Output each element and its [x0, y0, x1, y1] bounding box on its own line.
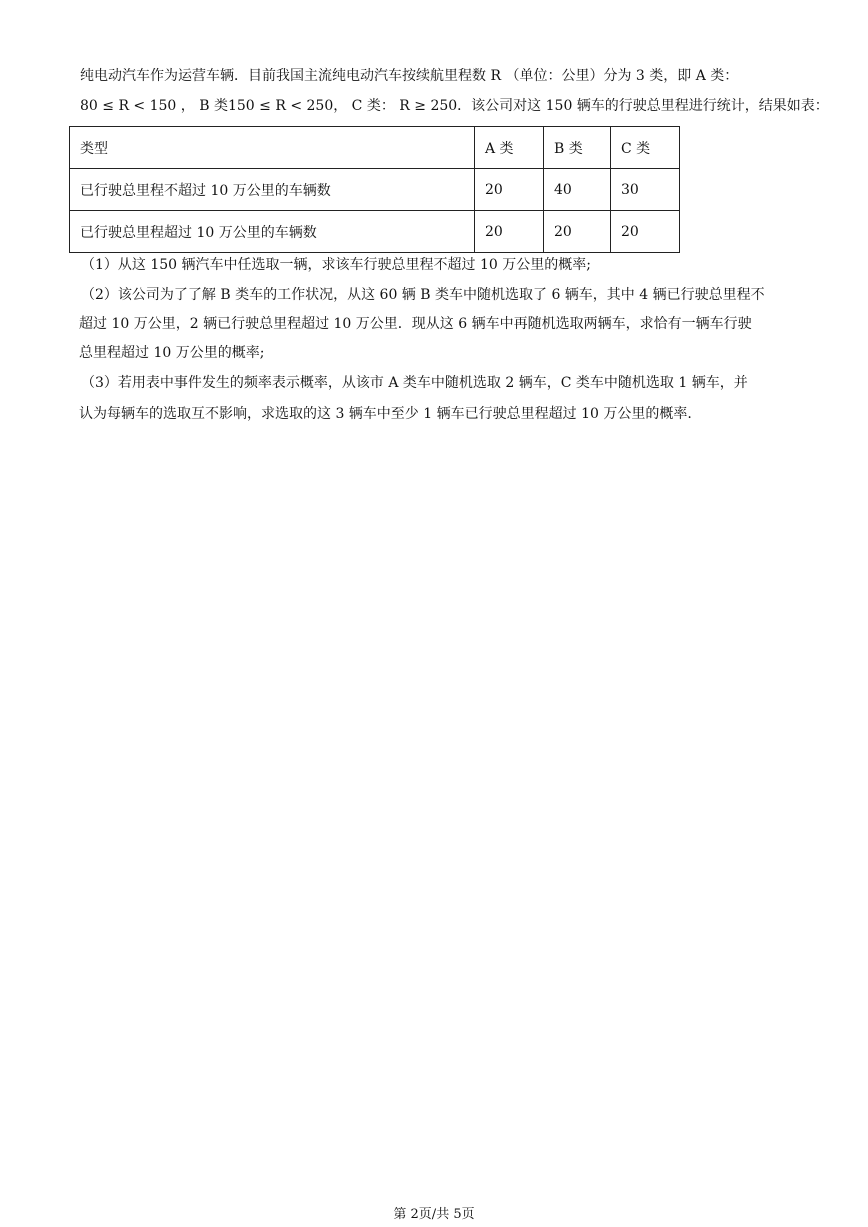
mileage-table	[69, 126, 680, 253]
intro-line-2: 80 ≤ R < 150 ， B 类150 ≤ R < 250， C 类： R ≥ 250．该公司对这 150 辆车的行驶总里程进行统计，结果如表：	[80, 98, 829, 114]
table-cell: 40	[544, 169, 611, 211]
question-1: （1）从这 150 辆汽车中任选取一辆，求该车行驶总里程不超过 10 万公里的概率;	[81, 257, 591, 273]
table-header-cell: B 类	[544, 127, 611, 169]
table-row	[70, 211, 680, 253]
intro-line-1: 纯电动汽车作为运营车辆．目前我国主流纯电动汽车按续航里程数 R （单位：公里）分为 3 类，即 A 类：	[80, 68, 739, 84]
question-2-line-3: 总里程超过 10 万公里的概率;	[79, 345, 265, 361]
table-cell: 30	[611, 169, 680, 211]
table-cell: 20	[475, 211, 544, 253]
question-2-line-1: （2）该公司为了了解 B 类车的工作状况，从这 60 辆 B 类车中随机选取了 6 辆车，其中 4 辆已行驶总里程不	[81, 287, 765, 303]
table-cell: 20	[475, 169, 544, 211]
table-header-row	[70, 127, 680, 169]
page-number: 第 2页/共 5页	[393, 1207, 475, 1222]
table-header-cell: A 类	[475, 127, 544, 169]
table-cell: 20	[544, 211, 611, 253]
question-3-line-2: 认为每辆车的选取互不影响，求选取的这 3 辆车中至少 1 辆车已行驶总里程超过 10 万公里的概率.	[79, 406, 692, 422]
table-header-cell: C 类	[611, 127, 680, 169]
table-header-cell: 类型	[70, 127, 475, 169]
question-3-line-1: （3）若用表中事件发生的频率表示概率，从该市 A 类车中随机选取 2 辆车，C 类车中随机选取 1 辆车，并	[81, 375, 748, 391]
table-cell: 20	[611, 211, 680, 253]
table-cell-label: 已行驶总里程不超过 10 万公里的车辆数	[70, 169, 475, 211]
table-row	[70, 169, 680, 211]
table-cell-label: 已行驶总里程超过 10 万公里的车辆数	[70, 211, 475, 253]
question-2-line-2: 超过 10 万公里，2 辆已行驶总里程超过 10 万公里．现从这 6 辆车中再随机选取两辆车，求恰有一辆车行驶	[79, 316, 752, 332]
